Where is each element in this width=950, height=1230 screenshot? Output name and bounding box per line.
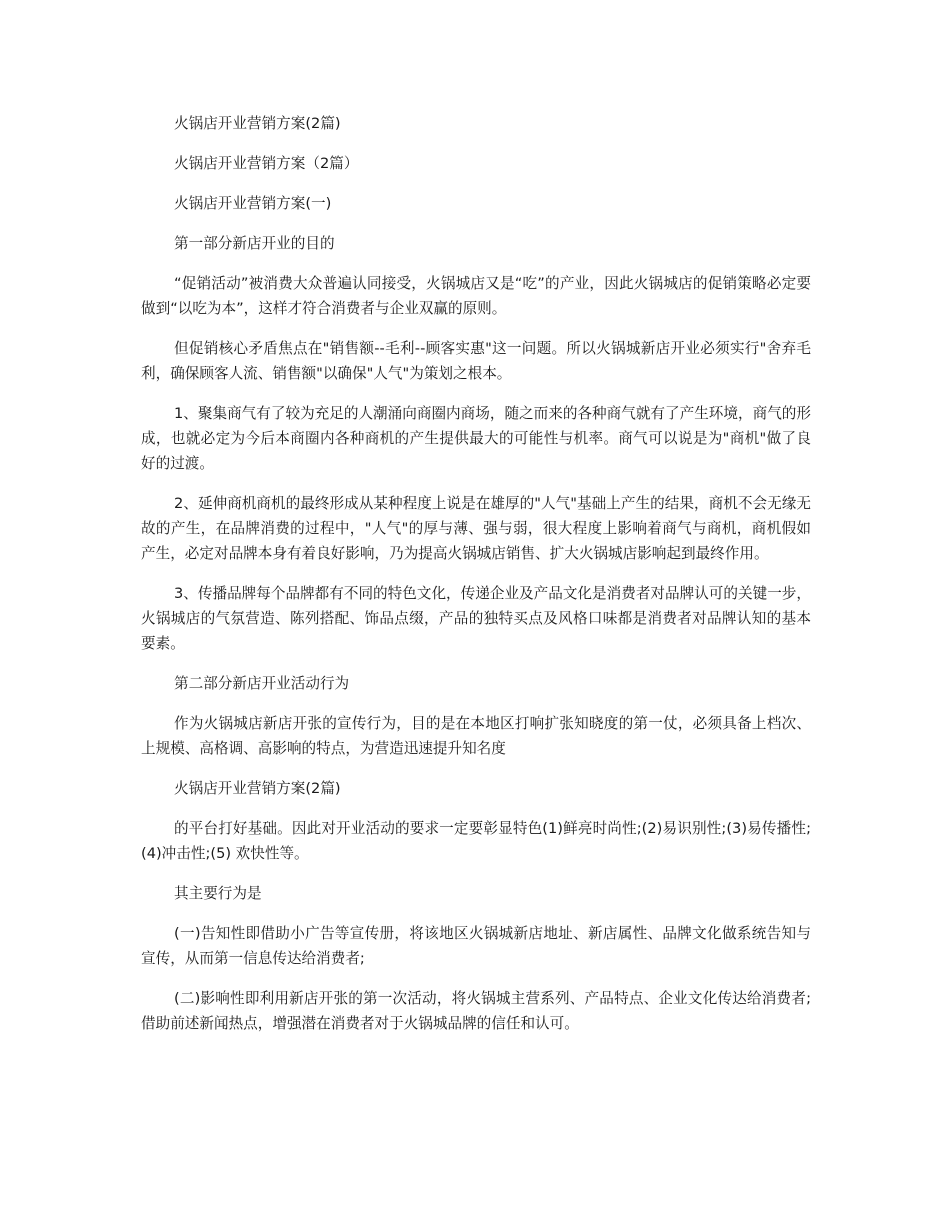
section-heading-opening-purpose: 第一部分新店开业的目的 [174,235,335,252]
section-heading-part-one: 火锅店开业营销方案(一) [174,195,332,212]
document-body [141,111,811,1051]
section-heading-opening-activities: 第二部分新店开业活动行为 [174,675,350,692]
document-title: 火锅店开业营销方案(2篇) [174,115,341,132]
paragraph-promotion-strategy: “促销活动”被消费大众普遍认同接受，火锅城店又是“吃”的产业，因此火锅城店的促销策略必定要做到“以吃为本”，这样才符合消费者与企业双赢的原则。 [141,275,811,317]
page-header-repeat: 火锅店开业营销方案(2篇) [174,780,341,797]
paragraph-spread-brand: 3、传播品牌每个品牌都有不同的特色文化，传递企业及产品文化是消费者对品牌认可的关键一步，火锅城店的气氛营造、陈列搭配、饰品点缀，产品的独特买点及风格口味都是消费者对品牌认知的基本要素。 [141,585,811,652]
paragraph-activity-requirements: 的平台打好基础。因此对开业活动的要求一定要彰显特色(1)鲜亮时尚性;(2)易识别性;(3)易传播性;(4)冲击性;(5) 欢快性等。 [141,820,811,862]
paragraph-influential: (二)影响性即利用新店开张的第一次活动，将火锅城主营系列、产品特点、企业文化传达给消费者;借助前述新闻热点，增强潜在消费者对于火锅城品牌的信任和认可。 [141,990,811,1032]
paragraph-core-contradiction: 但促销核心矛盾焦点在"销售额--毛利--顾客实惠"这一问题。所以火锅城新店开业必须实行"舍弃毛利，确保顾客人流、销售额"以确保"人气"为策划之根本。 [141,340,811,382]
paragraph-extend-opportunity: 2、延伸商机商机的最终形成从某种程度上说是在雄厚的"人气"基础上产生的结果，商机不会无缘无故的产生，在品牌消费的过程中，"人气"的厚与薄、强与弱，很大程度上影响着商气与商机，商机假如产生，必定对品牌本身有着良好影响，乃为提高火锅城店销售、扩大火锅城店影响起到最终作用。 [141,495,811,562]
paragraph-informative: (一)告知性即借助小广告等宣传册，将该地区火锅城新店地址、新店属性、品牌文化做系统告知与宣传，从而第一信息传达给消费者; [141,925,811,967]
paragraph-publicity-behavior: 作为火锅城店新店开张的宣传行为，目的是在本地区打响扩张知晓度的第一仗，必须具备上档次、上规模、高格调、高影响的特点，为营造迅速提升知名度 [141,715,811,757]
document-subtitle: 火锅店开业营销方案（2篇） [174,155,359,172]
paragraph-main-behaviors: 其主要行为是 [174,885,262,902]
paragraph-gather-popularity: 1、聚集商气有了较为充足的人潮涌向商圈内商场，随之而来的各种商气就有了产生环境，商气的形成，也就必定为今后本商圈内各种商机的产生提供最大的可能性与机率。商气可以说是为"商机"做了良好的过渡。 [141,405,811,472]
